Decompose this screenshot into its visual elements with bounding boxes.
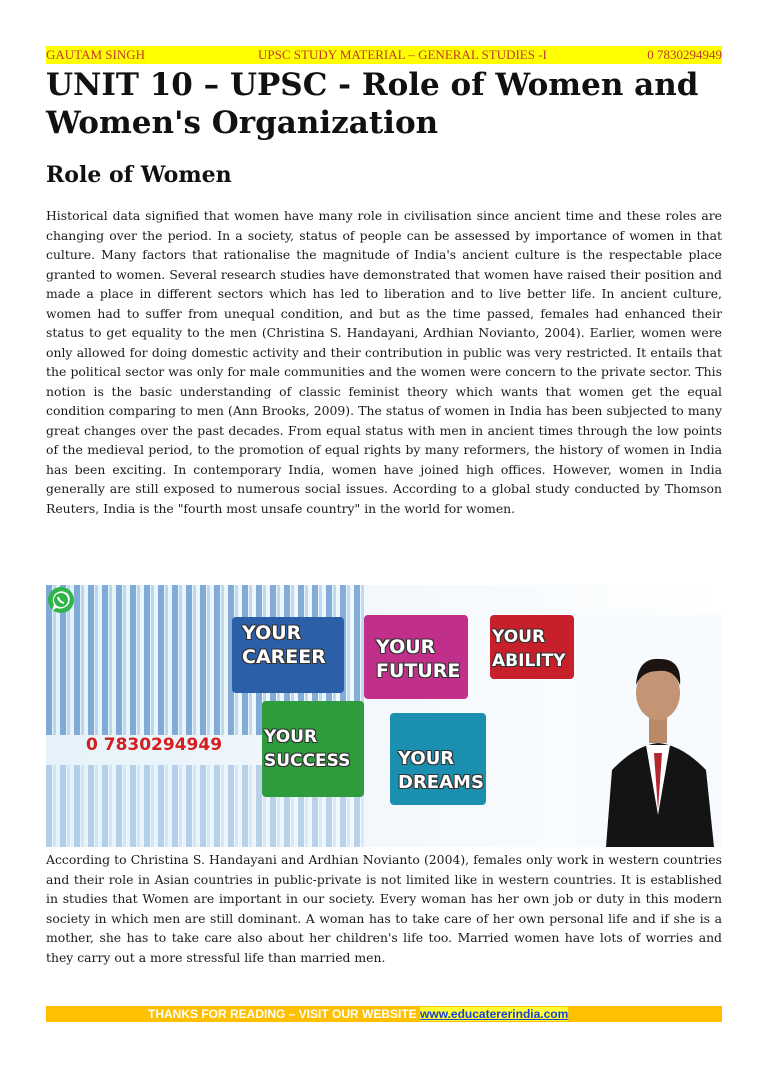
footer-message (148, 1006, 568, 1022)
tile-line: YOUR (398, 748, 455, 769)
tile-line: YOUR (242, 622, 302, 644)
tile-line: ABILITY (492, 651, 566, 671)
tile-line: SUCCESS (264, 751, 351, 771)
tile-your-career (242, 621, 326, 669)
tile-your-future (376, 635, 460, 683)
banner-phone: 0 7830294949 (86, 735, 223, 755)
tile-line: CAREER (242, 646, 326, 668)
footer-text: THANKS FOR READING – VISIT OUR WEBSITE (148, 1007, 417, 1021)
tile-your-dreams (398, 747, 484, 795)
header-author: GAUTAM SINGH (46, 47, 145, 62)
header-subject: UPSC STUDY MATERIAL – GENERAL STUDIES -I (258, 47, 547, 62)
page-footer (46, 1006, 722, 1022)
website-link[interactable]: www.educatererindia.com (420, 1007, 569, 1021)
tile-line: YOUR (264, 727, 318, 747)
tile-line: YOUR (376, 636, 436, 658)
tile-line: YOUR (492, 627, 546, 647)
body-paragraph-1: Historical data signified that women have many role in civilisation since ancient time and these roles are changing over the period. In a society, status of people can be assessed by importance of women in that culture. Many factors that rationalise the magnitude of India's ancient culture is the respectable place granted to women. Several research studies have demonstrated that women have raised their position and made a place in different sectors which has led to liberation and to live better life. In ancient culture, women had to suffer from unequal condition, and but as the time passed, females had enhanced their status to get equality to the men (Christina S. Handayani, Ardhian Novianto, 2004). Earlier, women were only allowed for doing domestic activity and their contribution in public was very restricted. It entails that the political sector was only for male communities and the women were concern to the private sector. This notion is the basic understanding of classic feminist theory which wants that women get the equal condition comparing to men (Ann Brooks, 2009). The status of women in India has been subjected to many great changes over the past decades. From equal status with men in ancient times through the low points of the medieval period, to the promotion of equal rights by many reformers, the history of women in India has been exciting. In contemporary India, women have joined high offices. However, women in India generally are still exposed to numerous social issues. According to a global study conducted by Thomson Reuters, India is the "fourth most unsafe country" in the world for women. (46, 208, 722, 516)
tile-your-ability (492, 625, 566, 673)
tile-line: DREAMS (398, 772, 484, 793)
header-phone: 0 7830294949 (647, 47, 722, 62)
page-header (46, 46, 722, 64)
tile-your-success (264, 725, 350, 773)
document-title: UNIT 10 – UPSC - Role of Women and Women's Organization (46, 67, 699, 141)
banner-background (46, 585, 722, 847)
section-heading: Role of Women (46, 162, 232, 188)
promo-banner-image (46, 585, 722, 847)
body-paragraph-2: According to Christina S. Handayani and Ardhian Novianto (2004), females only work in western countries and their role in Asian countries in public-private is not limited like in western countries. It is established in studies that Women are important in our society. Every woman has her own job or duty in this modern society in which men are still dominant. A woman has to take care of her own personal life and if she is a mother, she has to take care also about her children's life too. Married women have lots of worries and they carry out a more stressful life than married men. (46, 852, 722, 965)
whatsapp-icon (46, 585, 76, 615)
tile-line: FUTURE (376, 660, 461, 682)
